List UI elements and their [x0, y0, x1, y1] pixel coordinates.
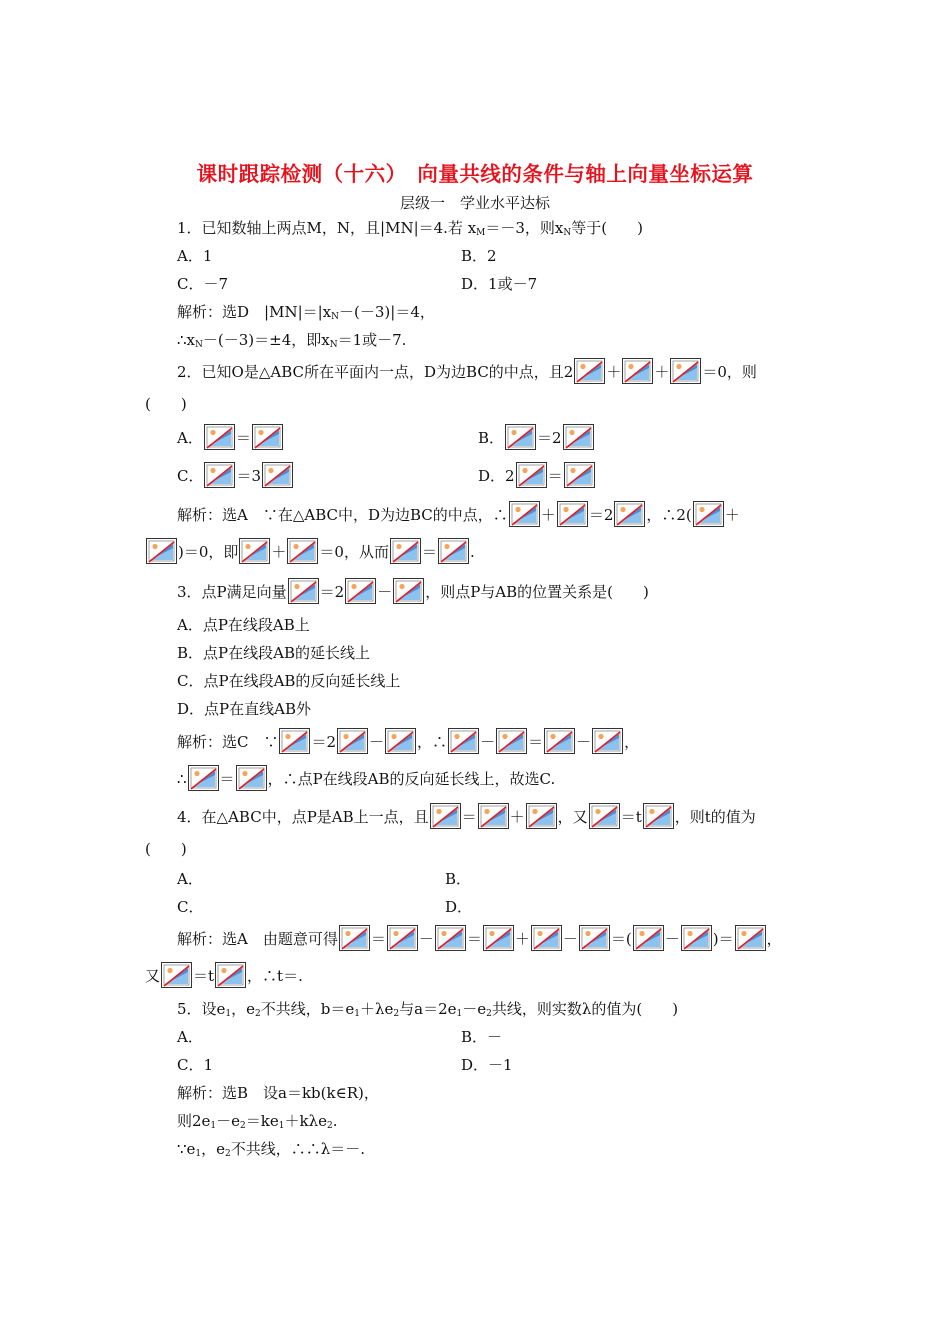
vector-image-icon [531, 925, 562, 951]
q2-option-c: C． ＝3 [177, 461, 294, 491]
q1-option-d: D．1或－7 [461, 275, 538, 293]
vector-image-icon [430, 803, 461, 829]
vector-image-icon [204, 462, 235, 488]
vector-image-icon [643, 803, 674, 829]
vector-image-icon [496, 728, 527, 754]
vector-image-icon [483, 925, 514, 951]
q3-option-b: B．点P在线段AB的延长线上 [177, 644, 370, 662]
q3-solution-line1: 解析：选C ∵ ＝2 － ，∴ － ＝ － ， [177, 727, 639, 757]
q1-option-b: B．2 [461, 247, 497, 265]
q5-option-d: D．－1 [461, 1056, 513, 1074]
vector-image-icon [435, 925, 466, 951]
vector-image-icon [693, 501, 724, 527]
vector-image-icon [262, 462, 293, 488]
vector-image-icon [438, 538, 469, 564]
q5-solution-line1: 解析：选B 设a＝kb(k∈R)， [177, 1084, 379, 1102]
vector-image-icon [390, 538, 421, 564]
vector-image-icon [215, 962, 246, 988]
q3-option-a: A．点P在线段AB上 [177, 616, 310, 634]
vector-image-icon [589, 803, 620, 829]
q4-option-b: B． [445, 870, 472, 888]
vector-image-icon [345, 578, 376, 604]
vector-image-icon [509, 501, 540, 527]
vector-image-icon [735, 925, 766, 951]
q2-option-a: A． ＝ [177, 423, 284, 453]
q2-stem: 2．已知O是△ABC所在平面内一点，D为边BC的中点，且2 ＋ ＋ ＝0，则 [177, 357, 757, 387]
vector-image-icon [448, 728, 479, 754]
vector-image-icon [516, 462, 547, 488]
q1-option-c: C．－7 [177, 275, 229, 293]
q3-stem: 3．点P满足向量 ＝2 － ，则点P与AB的位置关系是( ) [177, 577, 649, 607]
q2-option-d: D．2 ＝ [478, 461, 596, 491]
vector-image-icon [622, 358, 653, 384]
vector-image-icon [557, 501, 588, 527]
q5-option-c: C．1 [177, 1056, 214, 1074]
vector-image-icon [670, 358, 701, 384]
vector-image-icon [564, 462, 595, 488]
q4-solution-line2: 又 ＝t ，∴t＝. [145, 961, 303, 991]
q5-option-a: A． [177, 1028, 203, 1046]
q2-answer-paren: ( ) [145, 395, 187, 413]
page-title: 课时跟踪检测（十六） 向量共线的条件与轴上向量坐标运算 [196, 162, 754, 186]
vector-image-icon [592, 728, 623, 754]
q1-solution-line2: $\therefore x_N-(-3)=\pm 4$，即$x_N=1$或－7. [177, 331, 407, 350]
vector-image-icon [544, 728, 575, 754]
vector-image-icon [385, 728, 416, 754]
vector-image-icon [505, 424, 536, 450]
vector-image-icon [288, 578, 319, 604]
vector-image-icon [279, 728, 310, 754]
q4-answer-paren: ( ) [145, 840, 187, 858]
q2-solution-line2: )＝0，即 ＋ ＝0，从而 ＝ . [145, 537, 475, 567]
vector-image-icon [387, 925, 418, 951]
vector-image-icon [239, 538, 270, 564]
vector-image-icon [579, 925, 610, 951]
vector-image-icon [478, 803, 509, 829]
vector-image-icon [204, 424, 235, 450]
q3-option-d: D．点P在直线AB外 [177, 700, 311, 718]
q5-option-b: B．－ [461, 1028, 503, 1046]
q1-solution-line1: 解析：选D $|MN|=|x_N-(-3)|=4$， [177, 303, 435, 322]
vector-image-icon [236, 765, 267, 791]
q4-option-d: D． [445, 898, 473, 916]
q4-stem: 4．在△ABC中，点P是AB上一点，且 ＝ ＋ ，又 ＝t ，则t的值为 [177, 802, 756, 832]
q5-stem: 5．设$e_1$，$e_2$不共线，$b=e_1+\lambda e_2$与$a=2e_1-e_2$共线，则实数λ的值为( ) [177, 1000, 679, 1019]
q4-solution-line1: 解析：选A 由题意可得 ＝ － ＝ ＋ － ＝( － )＝ ， [177, 924, 782, 954]
q2-option-b: B． ＝2 [478, 423, 595, 453]
q4-option-c: C． [177, 898, 204, 916]
vector-image-icon [339, 925, 370, 951]
vector-image-icon [287, 538, 318, 564]
vector-image-icon [574, 358, 605, 384]
vector-image-icon [614, 501, 645, 527]
q1-option-a: A．1 [177, 247, 213, 265]
q5-solution-line2: 则$2e_1-e_2=ke_1+k\lambda e_2$. [177, 1112, 338, 1131]
vector-image-icon [526, 803, 557, 829]
vector-image-icon [252, 424, 283, 450]
vector-image-icon [563, 424, 594, 450]
vector-image-icon [337, 728, 368, 754]
q1-stem: 1．已知数轴上两点M，N，且|MN|＝4.若 $x_M=-3$，则$x_N$等于( ) [177, 219, 643, 238]
vector-image-icon [188, 765, 219, 791]
q4-option-a: A． [177, 870, 203, 888]
section-subtitle: 层级一 学业水平达标 [399, 194, 550, 212]
q2-solution-line1: 解析：选A ∵在△ABC中，D为边BC的中点，∴ ＋ ＝2 ，∴2( ＋ [177, 500, 740, 530]
q3-solution-line2: ∴ ＝ ，∴点P在线段AB的反向延长线上，故选C. [177, 764, 555, 794]
q5-solution-line3: $\because e_1$，$e_2$不共线，∴∴λ＝－. [177, 1140, 366, 1159]
vector-image-icon [393, 578, 424, 604]
vector-image-icon [681, 925, 712, 951]
q3-option-c: C．点P在线段AB的反向延长线上 [177, 672, 401, 690]
vector-image-icon [633, 925, 664, 951]
vector-image-icon [146, 538, 177, 564]
vector-image-icon [161, 962, 192, 988]
